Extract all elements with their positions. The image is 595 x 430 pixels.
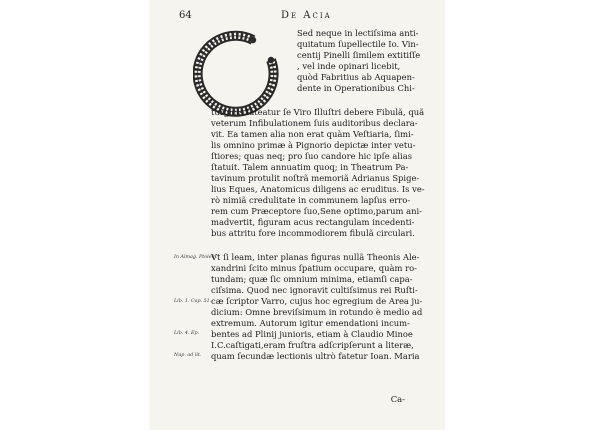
body-line: quòd Fabritius ab Aquapen- [297,72,415,82]
catchword: Ca- [390,394,405,404]
body-line: xandrini ſcito minus ſpatium occupare, quàm ro- [211,263,417,273]
body-line: bentes ad Plinij junioris, etiam à Claudio Minoe [211,329,413,339]
margin-note: Nup. ad lit. [174,353,202,358]
body-line: , vel inde opinari licebit, [297,61,401,71]
margin-note: In Almag. Ptolem. [174,255,218,260]
body-line: quitatum ſupellectile Io. Vin- [297,39,419,49]
book-page [149,0,445,430]
body-line: lius Eques, Anatomicus diligens ac eruditus. Is ve- [211,184,425,194]
body-line: lis omnino primæ à Pignorio depictæ inter vetu- [211,140,416,150]
body-line: veterum Infibulationem ſuis auditoribus declara- [211,118,418,128]
body-line: I.C.caſtigati,eram fruſtra adſcripſerunt a literæ, [211,340,414,350]
body-line: rem cum Præceptore ſuo,Sene optimo,parum ani- [211,206,423,216]
body-line: ciſsima. Quod nec ignoravit cultiſsimus rei Ruſti- [211,285,418,295]
body-line: cæ ſcriptor Varro, cujus hoc egregium de Area ju- [211,296,423,306]
body-line: bus attritu fore incommodiorem fibulã circulari. [211,228,415,238]
body-line: tundam; quæ ſic omnium minima, etiamſi capa- [211,274,413,284]
page-number: 64 [179,10,192,21]
body-line: Vt ſi leam, inter planas figuras nullã Theonis Ale- [211,252,420,262]
body-line: tavinum protulit noſtrã memoriã Adrianus Spige- [211,173,420,183]
body-line: extremum. Autorum igitur emendationi incum- [211,318,410,328]
body-line: vit. Ea tamen alia non erat quàm Veſtiaria, ſimi- [211,129,414,139]
body-line: turgicis fateatur ſe Viro Illuſtri debere Fibulã, quã [211,107,425,117]
body-line: centij Pinelli ſimilem extitiſſe [297,50,421,60]
body-line: ſtiores; quas neq; pro ſuo candore hic ipſe alias [211,151,413,161]
body-line: madvertit, figuram acus rectangulam incedenti- [211,217,415,227]
body-line: dente in Operationibus Chi- [297,83,415,93]
body-line: Sed neque in lectiſsima anti- [297,28,419,38]
margin-note: Lib. 1. Cap. 51. [174,299,212,304]
running-title: De Acia [281,10,332,21]
body-line: ſtatuit. Talem annuatim quoq; in Theatrum Pa- [211,162,409,172]
body-line: dicium: Omne breviſsimum in rotundo è medio ad [211,307,423,317]
body-line: quam ſecundæ lectionis ultrò fatetur Ioan. Maria [211,351,420,361]
page-header [149,10,445,24]
margin-note: Lib. 4. Ep. [174,331,200,336]
body-line: rò nimiã credulitate in communem lapſus erro- [211,195,411,205]
